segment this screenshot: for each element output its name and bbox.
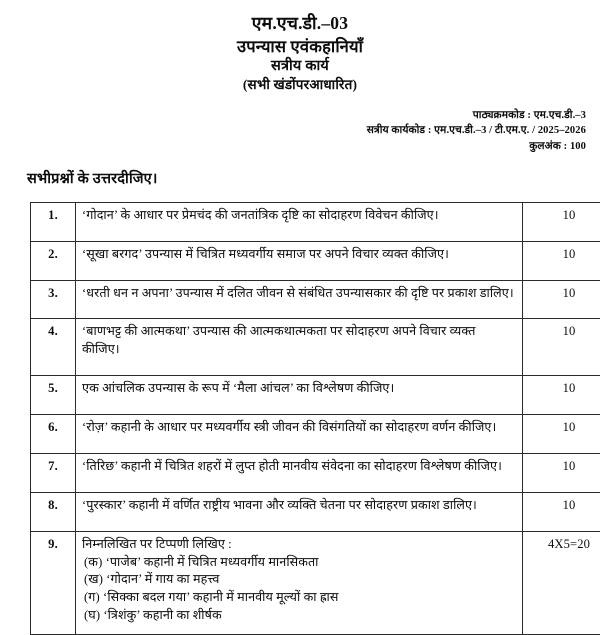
- question-number: 9.: [31, 531, 76, 634]
- document-meta-block: [0, 108, 600, 155]
- table-row: [31, 492, 600, 531]
- table-row: [31, 453, 600, 492]
- question-marks: 10: [523, 280, 600, 319]
- list-item: (क) ‘पाजेब’ कहानी में चित्रित मध्यवर्गीय मानसिकता: [82, 554, 516, 572]
- question-text: ‘धरती धन न अपना’ उपन्यास में दलित जीवन से संबंधित उपन्यासकार की दृष्टि पर प्रकाश डालिए।: [76, 280, 523, 319]
- question-text: ‘रोज़’ कहानी के आधार पर मध्यवर्गीय स्त्री जीवन की विसंगतियों का सोदाहरण वर्णन कीजिए।: [76, 415, 523, 454]
- question-text: ‘तिरिछ’ कहानी में चित्रित शहरों में लुप्त होती मानवीय संवेदना का सोदाहरण विश्लेषण कीजिए।: [76, 453, 523, 492]
- meta-total-marks: कुलअंक : 100: [0, 139, 586, 155]
- question-number: 4.: [31, 319, 76, 376]
- question-marks: 4X5=20: [523, 531, 600, 634]
- assignment-type-title: सत्रीय कार्य: [0, 57, 600, 76]
- question-text: ‘पुरस्कार’ कहानी में वर्णित राष्ट्रीय भावना और व्यक्ति चेतना पर सोदाहरण प्रकाश डालिए।: [76, 492, 523, 531]
- meta-course-code: पाठ्यक्रमकोड : एम.एच.डी.–3: [0, 108, 586, 124]
- question-marks: 10: [523, 319, 600, 376]
- question9-prompt: निम्नलिखित पर टिप्पणी लिखिए :: [82, 536, 516, 554]
- question-text: ‘बाणभट्ट की आत्मकथा’ उपन्यास की आत्मकथात्मकता पर सोदाहरण अपने विचार व्यक्त कीजिए।: [76, 319, 523, 376]
- question-marks: 10: [523, 492, 600, 531]
- table-row: [31, 280, 600, 319]
- question-marks: 10: [523, 453, 600, 492]
- question-number: 3.: [31, 280, 76, 319]
- questions-table-body: [31, 202, 600, 634]
- questions-table: [30, 202, 600, 635]
- answer-all-questions-instruction: सभीप्रश्नों के उत्तरदीजिए।: [0, 168, 600, 188]
- table-row: [31, 202, 600, 241]
- question-marks: 10: [523, 415, 600, 454]
- question9-subitems: [82, 554, 516, 626]
- table-row: [31, 376, 600, 415]
- document-title-block: [0, 0, 600, 94]
- question-text: ‘गोदान’ के आधार पर प्रेमचंद की जनतांत्रिक दृष्टि का सोदाहरण विवेचन कीजिए।: [76, 202, 523, 241]
- list-item: (घ) ‘त्रिशंकु’ कहानी का शीर्षक: [82, 607, 516, 625]
- question-text: [76, 531, 523, 634]
- question-number: 6.: [31, 415, 76, 454]
- question-text: ‘सूखा बरगद’ उपन्यास में चित्रित मध्यवर्गीय समाज पर अपने विचार व्यक्त कीजिए।: [76, 241, 523, 280]
- question-marks: 10: [523, 202, 600, 241]
- meta-assignment-code: सत्रीय कार्यकोड : एम.एच.डी.–3 / टी.एम.ए. / 2025–2026: [0, 123, 586, 139]
- question-marks: 10: [523, 241, 600, 280]
- question-number: 5.: [31, 376, 76, 415]
- subject-title: उपन्यास एवंकहानियाँ: [0, 36, 600, 57]
- question-number: 1.: [31, 202, 76, 241]
- table-row: [31, 319, 600, 376]
- list-item: (ख) ‘गोदान’ में गाय का महत्त्व: [82, 571, 516, 589]
- table-row: [31, 415, 600, 454]
- question-marks: 10: [523, 376, 600, 415]
- question-number: 8.: [31, 492, 76, 531]
- list-item: (ग) ‘सिक्का बदल गया’ कहानी में मानवीय मूल्यों का ह्रास: [82, 589, 516, 607]
- assignment-scope-title: (सभी खंडोंपरआधारित): [0, 76, 600, 94]
- question-text: एक आंचलिक उपन्यास के रूप में ‘मैला आंचल’ का विश्लेषण कीजिए।: [76, 376, 523, 415]
- course-code-title: एम.एच.डी.–03: [0, 12, 600, 35]
- table-row: [31, 241, 600, 280]
- question-number: 7.: [31, 453, 76, 492]
- table-row: [31, 531, 600, 634]
- question-number: 2.: [31, 241, 76, 280]
